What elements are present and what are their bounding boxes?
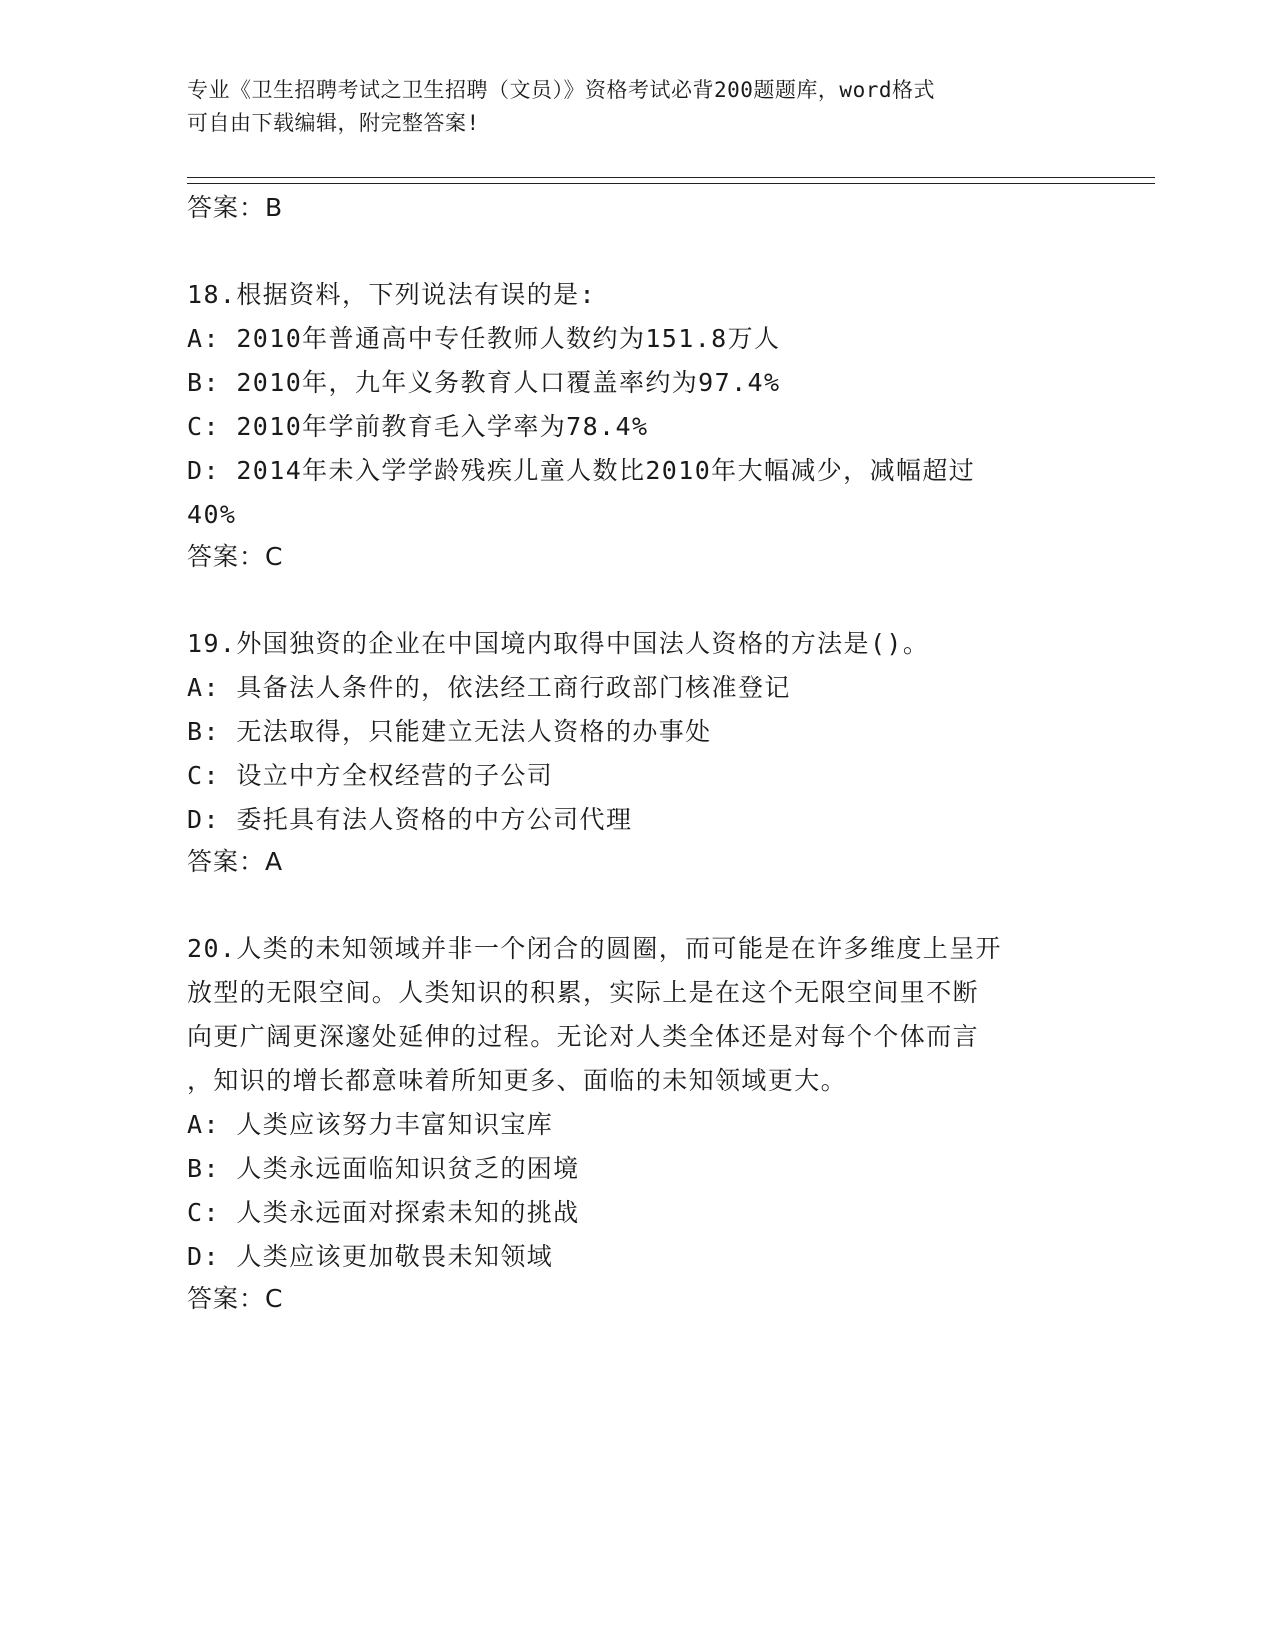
answer-18: 答案：C — [187, 542, 284, 571]
question-18-option-c: C: 2010年学前教育毛入学率为78.4% — [187, 412, 649, 441]
question-20-stem-4: ，知识的增长都意味着所知更多、面临的未知领域更大。 — [187, 1066, 848, 1095]
question-18-option-b: B: 2010年，九年义务教育人口覆盖率约为97.4% — [187, 368, 781, 397]
question-19-option-a: A: 具备法人条件的，依法经工商行政部门核准登记 — [187, 673, 791, 702]
question-20-stem-1: 20.人类的未知领域并非一个闭合的圆圈，而可能是在许多维度上呈开 — [187, 934, 1002, 963]
document-header — [187, 74, 1067, 140]
question-19-stem: 19.外国独资的企业在中国境内取得中国法人资格的方法是()。 — [187, 629, 930, 658]
question-19-option-c: C: 设立中方全权经营的子公司 — [187, 761, 554, 790]
header-divider-top — [187, 177, 1155, 178]
header-line-2: 可自由下载编辑，附完整答案! — [187, 111, 480, 135]
question-20-option-c: C: 人类永远面对探索未知的挑战 — [187, 1198, 580, 1227]
answer-20: 答案：C — [187, 1284, 284, 1313]
answer-19: 答案：A — [187, 847, 284, 876]
question-18-option-d: D: 2014年未入学学龄残疾儿童人数比2010年大幅减少，减幅超过 — [187, 456, 976, 485]
question-20-option-d: D: 人类应该更加敬畏未知领域 — [187, 1242, 554, 1271]
question-19-option-b: B: 无法取得，只能建立无法人资格的办事处 — [187, 717, 712, 746]
question-18-stem: 18.根据资料，下列说法有误的是: — [187, 280, 597, 309]
answer-17: 答案：B — [187, 193, 284, 222]
question-20-option-b: B: 人类永远面临知识贫乏的困境 — [187, 1154, 580, 1183]
question-20-stem-2: 放型的无限空间。人类知识的积累，实际上是在这个无限空间里不断 — [187, 978, 980, 1007]
question-20-stem-3: 向更广阔更深邃处延伸的过程。无论对人类全体还是对每个个体而言 — [187, 1022, 980, 1051]
header-line-1: 专业《卫生招聘考试之卫生招聘（文员）》资格考试必背200题题库，word格式 — [187, 78, 935, 102]
question-18-option-d-cont: 40% — [187, 500, 237, 529]
question-19-option-d: D: 委托具有法人资格的中方公司代理 — [187, 805, 633, 834]
header-divider-bottom — [187, 183, 1155, 184]
question-20-option-a: A: 人类应该努力丰富知识宝库 — [187, 1110, 554, 1139]
question-18-option-a: A: 2010年普通高中专任教师人数约为151.8万人 — [187, 324, 781, 353]
